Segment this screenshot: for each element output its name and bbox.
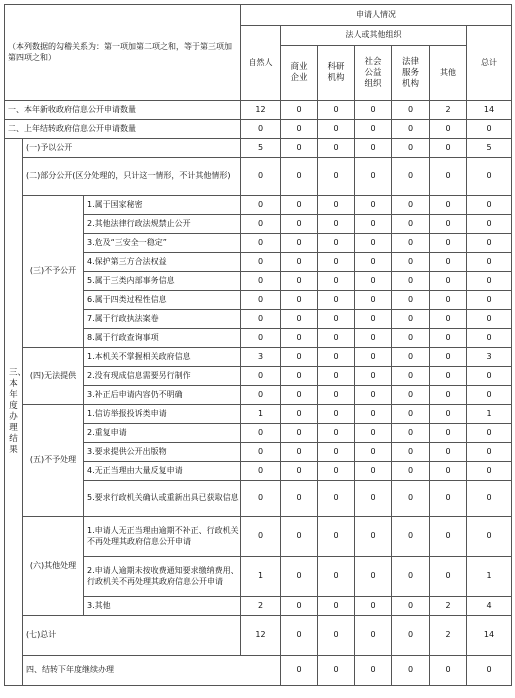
cell-value: 0: [392, 367, 430, 386]
group-label-3: (三)不予公开: [23, 196, 84, 348]
cell-value: 0: [392, 443, 430, 462]
cell-value: 0: [355, 139, 392, 158]
cell-value: 0: [241, 215, 281, 234]
cell-value: 0: [281, 517, 318, 557]
cell-value: 0: [355, 424, 392, 443]
cell-value: 0: [241, 517, 281, 557]
row-label: (七)总计: [23, 616, 241, 656]
cell-value: 0: [281, 616, 318, 656]
cell-value: 0: [281, 196, 318, 215]
table-row: [5, 348, 512, 367]
cell-value: 0: [467, 215, 512, 234]
gov-info-disclosure-table: [4, 4, 512, 686]
cell-value: 0: [430, 291, 467, 310]
cell-value: 0: [430, 139, 467, 158]
table-row: [5, 139, 512, 158]
cell-value: 0: [318, 616, 355, 656]
table-row: [5, 656, 512, 686]
cell-value: 0: [467, 329, 512, 348]
cell-value: 0: [241, 120, 281, 139]
row-label: 7.属于行政执法案卷: [84, 310, 241, 329]
cell-value: 0: [241, 367, 281, 386]
table-row: [5, 158, 512, 196]
cell-value: 0: [241, 424, 281, 443]
header-legal-service: 法律服务机构: [392, 46, 430, 101]
cell-value: 0: [392, 253, 430, 272]
row-label: 3.补正后申请内容仍不明确: [84, 386, 241, 405]
row-label: 5.要求行政机关确认或重新出具已获取信息: [84, 481, 241, 517]
header-other: 其他: [430, 46, 467, 101]
cell-value: 0: [467, 196, 512, 215]
cell-value: 0: [281, 329, 318, 348]
group-label-4: (四)无法提供: [23, 348, 84, 405]
cell-value: 0: [430, 443, 467, 462]
cell-value: 0: [355, 367, 392, 386]
row-label: 2.重复申请: [84, 424, 241, 443]
cell-value: 0: [281, 291, 318, 310]
cell-value: 0: [467, 481, 512, 517]
cell-value: 0: [241, 291, 281, 310]
group-label-6: (六)其他处理: [23, 517, 84, 616]
cell-value: 0: [318, 405, 355, 424]
header-natural-person: 自然人: [241, 26, 281, 101]
cell-value: 0: [281, 462, 318, 481]
cell-value: 0: [318, 443, 355, 462]
cell-value: 0: [241, 310, 281, 329]
row-label: 2.申请人逾期未按收费通知要求缴纳费用、行政机关不再处理其政府信息公开申请: [84, 557, 241, 597]
cell-value: 0: [392, 101, 430, 120]
cell-value: 5: [467, 139, 512, 158]
cell-value: 0: [281, 386, 318, 405]
cell-value: 0: [241, 253, 281, 272]
cell-value: 0: [392, 557, 430, 597]
cell-value: 0: [392, 158, 430, 196]
cell-value: 0: [467, 272, 512, 291]
cell-value: 0: [392, 215, 430, 234]
cell-value: 0: [355, 517, 392, 557]
cell-value: 0: [392, 405, 430, 424]
cell-value: 0: [281, 215, 318, 234]
cell-value: 1: [467, 405, 512, 424]
cell-value: 2: [430, 616, 467, 656]
cell-value: 0: [318, 253, 355, 272]
header-research: 科研机构: [318, 46, 355, 101]
cell-value: 0: [392, 348, 430, 367]
table-row: [5, 196, 512, 215]
cell-value: 0: [355, 215, 392, 234]
row-label: 4.保护第三方合法权益: [84, 253, 241, 272]
cell-value: 0: [318, 329, 355, 348]
row-label: 四、结转下年度继续办理: [23, 656, 281, 686]
cell-value: 0: [430, 386, 467, 405]
cell-value: 0: [430, 215, 467, 234]
cell-value: 0: [241, 443, 281, 462]
row-label: 二、上年结转政府信息公开申请数量: [5, 120, 241, 139]
cell-value: 0: [318, 557, 355, 597]
cell-value: 0: [318, 367, 355, 386]
cell-value: 0: [430, 481, 467, 517]
cell-value: 0: [430, 348, 467, 367]
row-label: 6.属于四类过程性信息: [84, 291, 241, 310]
cell-value: 1: [467, 557, 512, 597]
cell-value: 0: [355, 443, 392, 462]
table-row: [5, 101, 512, 120]
cell-value: 0: [392, 597, 430, 616]
cell-value: 0: [392, 424, 430, 443]
cell-value: 0: [318, 158, 355, 196]
section-3-label: 三、本年度办理结果: [5, 139, 23, 686]
cell-value: 0: [281, 367, 318, 386]
cell-value: 0: [318, 481, 355, 517]
row-label: 3.危及“三安全一稳定”: [84, 234, 241, 253]
cell-value: 0: [355, 462, 392, 481]
cell-value: 0: [318, 272, 355, 291]
cell-value: 0: [318, 291, 355, 310]
cell-value: 0: [430, 329, 467, 348]
cell-value: 14: [467, 101, 512, 120]
cell-value: 2: [430, 597, 467, 616]
cell-value: 0: [318, 310, 355, 329]
cell-value: 0: [281, 120, 318, 139]
cell-value: 0: [430, 367, 467, 386]
cell-value: 0: [241, 481, 281, 517]
cell-value: 0: [430, 656, 467, 686]
cell-value: 0: [355, 272, 392, 291]
cell-value: 0: [318, 462, 355, 481]
row-label: 1.本机关不掌握相关政府信息: [84, 348, 241, 367]
cell-value: 0: [467, 367, 512, 386]
cell-value: 0: [318, 517, 355, 557]
cell-value: 0: [355, 291, 392, 310]
cell-value: 0: [392, 272, 430, 291]
cell-value: 0: [467, 386, 512, 405]
row-label: 8.属于行政查询事项: [84, 329, 241, 348]
cell-value: 0: [467, 253, 512, 272]
cell-value: 0: [281, 557, 318, 597]
row-label: (二)部分公开(区分处理的，只计这一情形，不计其他情形): [23, 158, 241, 196]
row-label: 2.没有现成信息需要另行制作: [84, 367, 241, 386]
row-label: 3.要求提供公开出版物: [84, 443, 241, 462]
cell-value: 0: [392, 234, 430, 253]
cell-value: 0: [392, 462, 430, 481]
cell-value: 0: [318, 424, 355, 443]
cell-value: 0: [467, 424, 512, 443]
cell-value: 14: [467, 616, 512, 656]
cell-value: 0: [355, 196, 392, 215]
cell-value: 0: [241, 272, 281, 291]
cell-value: 0: [318, 386, 355, 405]
cell-value: 0: [355, 656, 392, 686]
cell-value: 0: [430, 196, 467, 215]
cell-value: 0: [430, 272, 467, 291]
cell-value: 0: [430, 234, 467, 253]
cell-value: 0: [281, 158, 318, 196]
cell-value: 0: [430, 462, 467, 481]
table-row: [5, 616, 512, 656]
cell-value: 0: [392, 196, 430, 215]
cell-value: 0: [355, 158, 392, 196]
cell-value: 0: [355, 101, 392, 120]
cell-value: 0: [392, 386, 430, 405]
cell-value: 0: [241, 196, 281, 215]
cell-value: 0: [355, 405, 392, 424]
cell-value: 0: [241, 329, 281, 348]
cell-value: 0: [318, 348, 355, 367]
cell-value: 0: [318, 120, 355, 139]
cell-value: 0: [355, 557, 392, 597]
table-row: [5, 517, 512, 557]
cell-value: 1: [241, 557, 281, 597]
header-total: 总计: [467, 26, 512, 101]
cell-value: 0: [241, 158, 281, 196]
cell-value: 0: [392, 656, 430, 686]
cell-value: 3: [241, 348, 281, 367]
cell-value: 0: [392, 517, 430, 557]
cell-value: 0: [281, 481, 318, 517]
cell-value: 0: [318, 597, 355, 616]
cell-value: 0: [392, 120, 430, 139]
table-row: [5, 405, 512, 424]
cell-value: 1: [241, 405, 281, 424]
cell-value: 0: [392, 291, 430, 310]
cell-value: 0: [355, 481, 392, 517]
cell-value: 0: [430, 310, 467, 329]
cell-value: 0: [430, 253, 467, 272]
cell-value: 0: [281, 234, 318, 253]
cell-value: 0: [281, 405, 318, 424]
cell-value: 0: [281, 139, 318, 158]
cell-value: 0: [281, 272, 318, 291]
row-label: 1.申请人无正当理由逾期不补正、行政机关不再处理其政府信息公开申请: [84, 517, 241, 557]
cell-value: 0: [281, 101, 318, 120]
cell-value: 0: [241, 386, 281, 405]
row-label: 1.信访举报投诉类申请: [84, 405, 241, 424]
header-note: （本列数据的勾稽关系为：第一项加第二项之和，等于第三项加第四项之和）: [5, 5, 241, 101]
cell-value: 0: [355, 253, 392, 272]
cell-value: 0: [318, 234, 355, 253]
cell-value: 2: [241, 597, 281, 616]
cell-value: 0: [318, 101, 355, 120]
cell-value: 4: [467, 597, 512, 616]
cell-value: 0: [355, 386, 392, 405]
cell-value: 0: [430, 405, 467, 424]
cell-value: 0: [467, 234, 512, 253]
cell-value: 0: [467, 310, 512, 329]
cell-value: 0: [241, 462, 281, 481]
cell-value: 0: [355, 597, 392, 616]
cell-value: 0: [430, 557, 467, 597]
cell-value: 0: [355, 234, 392, 253]
row-label: 一、本年新收政府信息公开申请数量: [5, 101, 241, 120]
cell-value: 0: [467, 291, 512, 310]
header-social-welfare: 社会公益组织: [355, 46, 392, 101]
cell-value: 0: [318, 139, 355, 158]
cell-value: 0: [392, 329, 430, 348]
cell-value: 0: [467, 462, 512, 481]
cell-value: 0: [281, 597, 318, 616]
cell-value: 0: [281, 443, 318, 462]
table-row: [5, 120, 512, 139]
cell-value: 0: [281, 253, 318, 272]
cell-value: 0: [467, 158, 512, 196]
cell-value: 0: [318, 656, 355, 686]
cell-value: 0: [392, 616, 430, 656]
cell-value: 0: [392, 310, 430, 329]
cell-value: 0: [355, 310, 392, 329]
group-label-5: (五)不予处理: [23, 405, 84, 517]
cell-value: 2: [430, 101, 467, 120]
cell-value: 0: [281, 424, 318, 443]
row-label: (一)予以公开: [23, 139, 241, 158]
header-applicant-situation: 申请人情况: [241, 5, 512, 26]
cell-value: 0: [392, 139, 430, 158]
cell-value: 12: [241, 101, 281, 120]
cell-value: 0: [467, 120, 512, 139]
cell-value: 0: [430, 120, 467, 139]
cell-value: 0: [281, 656, 318, 686]
cell-value: 0: [467, 517, 512, 557]
cell-value: 0: [355, 348, 392, 367]
cell-value: 0: [355, 120, 392, 139]
cell-value: 5: [241, 139, 281, 158]
cell-value: 0: [467, 656, 512, 686]
cell-value: 0: [281, 310, 318, 329]
cell-value: 0: [430, 424, 467, 443]
cell-value: 0: [241, 234, 281, 253]
cell-value: 0: [430, 158, 467, 196]
cell-value: 0: [318, 196, 355, 215]
row-label: 2.其他法律行政法规禁止公开: [84, 215, 241, 234]
cell-value: 0: [392, 481, 430, 517]
cell-value: 0: [467, 443, 512, 462]
header-legal-entities: 法人或其他组织: [281, 26, 467, 46]
cell-value: 0: [355, 329, 392, 348]
row-label: 1.属于国家秘密: [84, 196, 241, 215]
cell-value: 3: [467, 348, 512, 367]
cell-value: 0: [318, 215, 355, 234]
row-label: 5.属于三类内部事务信息: [84, 272, 241, 291]
cell-value: 0: [430, 517, 467, 557]
cell-value: 0: [281, 348, 318, 367]
header-commercial: 商业企业: [281, 46, 318, 101]
row-label: 3.其他: [84, 597, 241, 616]
cell-value: 12: [241, 616, 281, 656]
row-label: 4.无正当理由大量反复申请: [84, 462, 241, 481]
cell-value: 0: [355, 616, 392, 656]
